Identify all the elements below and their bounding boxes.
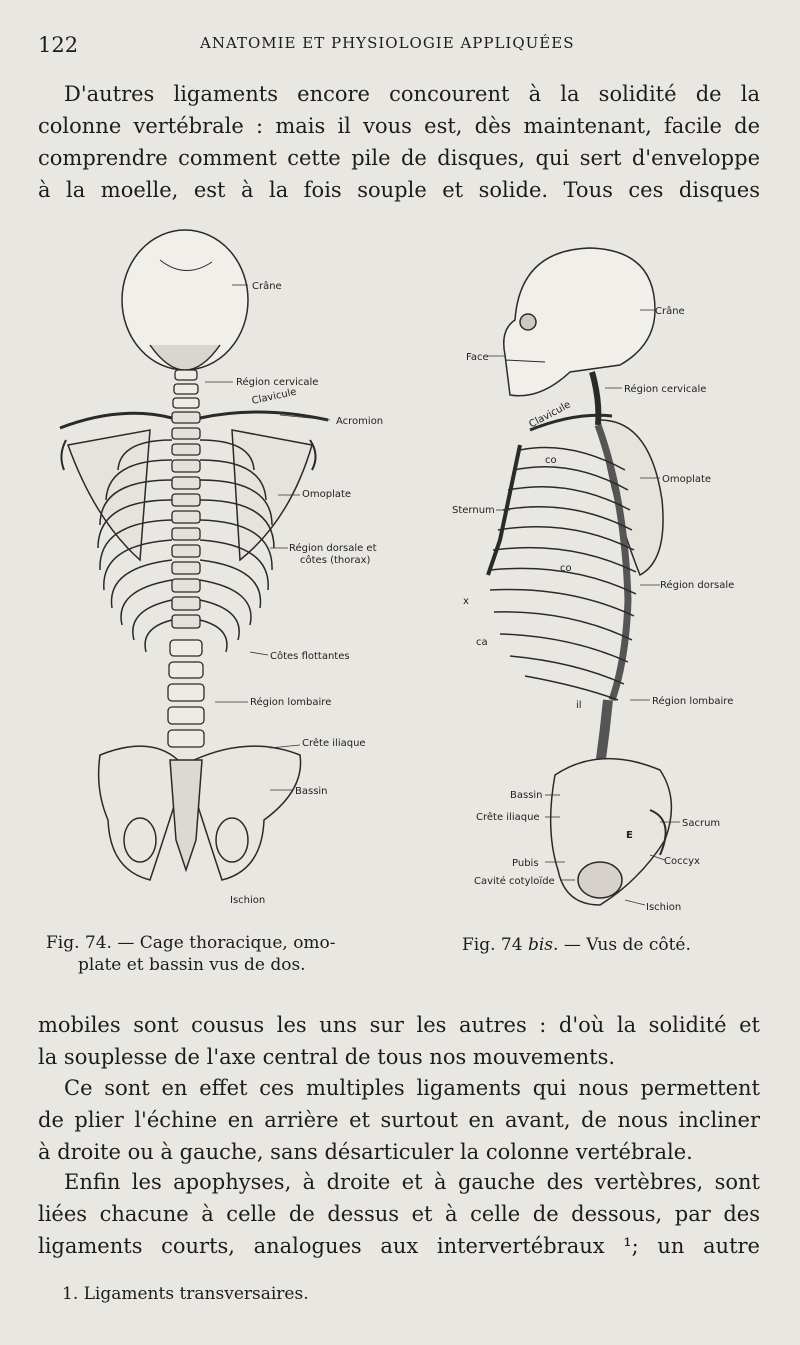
label-region-dorsale-back-1: Région dorsale et xyxy=(289,543,377,554)
label-pubis-side: Pubis xyxy=(512,858,539,869)
label-crete-iliaque-side: Crête iliaque xyxy=(476,812,540,823)
footnote: 1. Ligaments transversaires. xyxy=(62,1284,309,1304)
label-co-mid-side: co xyxy=(560,563,572,574)
label-crane-back: Crâne xyxy=(252,281,282,292)
label-cotes-flottantes-back: Côtes flottantes xyxy=(270,651,350,662)
label-bassin-back: Bassin xyxy=(295,786,328,797)
label-e-side: E xyxy=(626,830,633,841)
label-x-side: x xyxy=(463,596,469,607)
text-line: à droite ou à gauche, sans désarticuler la colonne vertébrale. xyxy=(38,1140,693,1164)
label-il-side: il xyxy=(576,700,582,711)
caption-figure-74-bis xyxy=(462,934,762,956)
label-region-cervicale-side: Région cervicale xyxy=(624,384,707,395)
label-acromion-back: Acromion xyxy=(336,416,384,427)
label-ca-side: ca xyxy=(476,637,488,648)
caption-suffix: . — Vus de côté. xyxy=(553,935,691,955)
text-line: Ce sont en effet ces multiples ligaments qui nous permettent xyxy=(64,1076,760,1100)
text-line: Enfin les apophyses, à droite et à gauche des vertèbres, sont xyxy=(64,1170,760,1194)
label-ischion-back: Ischion xyxy=(230,895,266,906)
caption-figure-74 xyxy=(46,932,376,976)
label-co-upper-side: co xyxy=(545,455,557,466)
paragraph-bottom-3 xyxy=(38,1166,760,1262)
text-line: à la moelle, est à la fois souple et solide. Tous ces disques xyxy=(38,178,760,202)
label-region-lombaire-side: Région lombaire xyxy=(652,696,734,707)
label-region-dorsale-back-2: côtes (thorax) xyxy=(300,555,371,566)
label-sacrum-side: Sacrum xyxy=(682,818,721,829)
label-omoplate-side: Omoplate xyxy=(662,474,712,485)
text-line: D'autres ligaments encore concourent à la solidité de la xyxy=(64,82,760,106)
label-region-lombaire-back: Région lombaire xyxy=(250,697,332,708)
text-line: liées chacune à celle de dessus et à celle de dessous, par des xyxy=(38,1202,760,1226)
label-ischion-side: Ischion xyxy=(646,902,682,913)
label-crete-iliaque-back: Crête iliaque xyxy=(302,738,366,749)
text-line: de plier l'échine en arrière et surtout en avant, de nous incliner xyxy=(38,1108,760,1132)
caption-line: Fig. 74. — Cage thoracique, omo- xyxy=(46,933,336,953)
label-coccyx-side: Coccyx xyxy=(664,856,700,867)
text-line: mobiles sont cousus les uns sur les autres : d'où la solidité et xyxy=(38,1013,760,1037)
label-region-cervicale-back: Région cervicale xyxy=(236,377,319,388)
label-clavicule-back: Clavicule xyxy=(250,386,298,407)
caption-prefix: Fig. 74 xyxy=(462,935,528,955)
label-bassin-side: Bassin xyxy=(510,790,543,801)
paragraph-bottom-2 xyxy=(38,1072,760,1168)
text-line: comprendre comment cette pile de disques, qui sert d'enveloppe xyxy=(38,146,760,170)
label-clavicule-side: Clavicule xyxy=(527,399,573,431)
running-title: ANATOMIE ET PHYSIOLOGIE APPLIQUÉES xyxy=(200,34,575,52)
label-face-side: Face xyxy=(466,352,489,363)
label-sternum-side: Sternum xyxy=(452,505,495,516)
caption-italic: bis xyxy=(527,935,554,955)
page-number: 122 xyxy=(38,33,79,57)
text-line: la souplesse de l'axe central de tous nos mouvements. xyxy=(38,1045,616,1069)
label-region-dorsale-side: Région dorsale xyxy=(660,580,735,591)
text-line: colonne vertébrale : mais il vous est, dès maintenant, facile de xyxy=(38,114,760,138)
paragraph-bottom-1 xyxy=(38,1009,760,1073)
label-crane-side: Crâne xyxy=(655,306,685,317)
label-cavite-side: Cavité cotyloïde xyxy=(474,876,555,887)
text-line: ligaments courts, analogues aux intervertébraux ¹; un autre xyxy=(38,1234,760,1258)
label-omoplate-back: Omoplate xyxy=(302,489,352,500)
caption-line: plate et bassin vus de dos. xyxy=(78,955,306,975)
